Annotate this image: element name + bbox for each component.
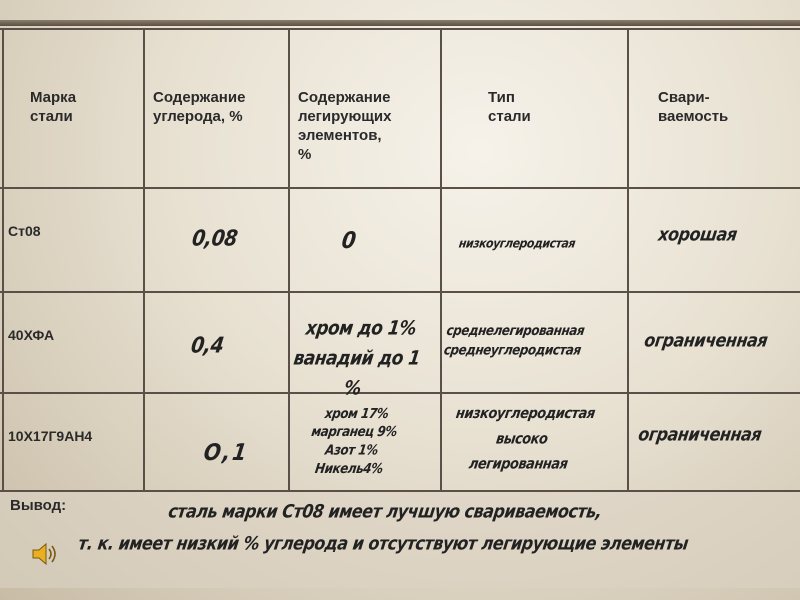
- row1-carbon: 0,08: [190, 226, 239, 252]
- row3-weldability: ограниченная: [636, 423, 763, 445]
- row1-grade: Ст08: [8, 223, 41, 239]
- row1-weldability: хорошая: [656, 223, 739, 245]
- table-col-divider: [440, 28, 442, 491]
- header-alloying: Содержание легирующих элементов, %: [298, 89, 392, 163]
- header-carbon: Содержание углерода, %: [153, 89, 246, 125]
- row1-steel-type: низкоуглеродистая: [457, 236, 577, 251]
- row2-steel-type: среднелегированная среднеуглеродистая: [442, 322, 586, 358]
- header-weldability: Свари- ваемость: [658, 89, 729, 125]
- top-rule: [0, 20, 800, 26]
- table-border-top: [0, 28, 800, 30]
- speaker-icon[interactable]: [30, 540, 60, 568]
- table-col-divider: [627, 28, 629, 491]
- table-col-divider: [143, 28, 145, 491]
- table-row-divider: [0, 187, 800, 189]
- row2-grade: 40ХФА: [8, 327, 55, 343]
- row2-alloying: хром до 1% ванадий до 1 %: [292, 317, 422, 401]
- table-row-divider: [0, 291, 800, 293]
- header-steel-type: Тип стали: [488, 89, 531, 125]
- conclusion-label: Вывод:: [10, 497, 67, 514]
- table-col-divider: [2, 28, 4, 491]
- row3-carbon: О,1: [202, 438, 251, 466]
- header-grade: Марка стали: [30, 89, 77, 125]
- conclusion-line-2: т. к. имеет низкий % углерода и отсутствуют легирующие элементы: [76, 532, 690, 554]
- row1-alloying: 0: [340, 226, 358, 254]
- table-col-divider: [288, 28, 290, 491]
- row3-steel-type: низкоуглеродистая высоко легированная: [454, 405, 596, 474]
- row2-carbon: 0,4: [189, 333, 226, 359]
- row3-grade: 10Х17Г9АН4: [8, 428, 93, 444]
- conclusion-line-1: сталь марки Ст08 имеет лучшую свариваемость,: [166, 500, 604, 522]
- row2-weldability: ограниченная: [642, 329, 769, 351]
- row3-alloying: хром 17% марганец 9% Азот 1% Никель4%: [310, 405, 398, 477]
